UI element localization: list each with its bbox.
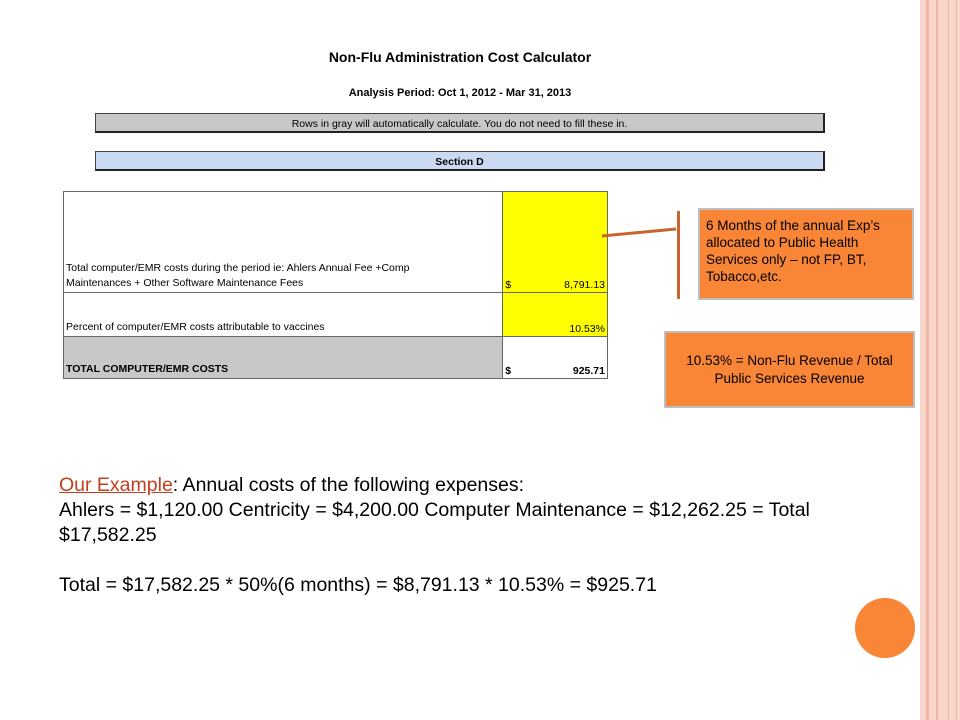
percent-cell[interactable] bbox=[503, 293, 608, 337]
row-label-line: Total computer/EMR costs during the period ie: Ahlers Annual Fee +Comp bbox=[66, 262, 410, 274]
total-cell bbox=[503, 337, 608, 379]
allocation-callout: 6 Months of the annual Exp’s allocated to Public Health Services only – not FP, BT, Tobacco,etc. bbox=[698, 208, 914, 300]
decorative-stripe-line bbox=[956, 0, 957, 720]
row-label: TOTAL COMPUTER/EMR COSTS bbox=[64, 337, 503, 379]
callout-bracket bbox=[677, 211, 680, 299]
decorative-stripe-line bbox=[936, 0, 938, 720]
total-value: 925.71 bbox=[572, 365, 605, 377]
currency-symbol: $ bbox=[505, 365, 512, 377]
computer-costs-value: 8,791.13 bbox=[564, 279, 605, 291]
example-text bbox=[59, 473, 889, 598]
example-lead: Our Example bbox=[59, 474, 173, 496]
revenue-callout: 10.53% = Non-Flu Revenue / Total Public Services Revenue bbox=[664, 331, 915, 408]
gray-rows-note: Rows in gray will automatically calculate. You do not need to fill these in. bbox=[95, 113, 825, 133]
example-lead-rest: : Annual costs of the following expenses: bbox=[172, 474, 525, 496]
decorative-stripe-line bbox=[948, 0, 949, 720]
decorative-stripe-line bbox=[926, 0, 929, 720]
row-label-line: Maintenances + Other Software Maintenance Fees bbox=[66, 277, 304, 289]
percent-value: 10.53% bbox=[569, 323, 605, 335]
example-line: Total = $17,582.25 * 50%(6 months) = $8,791.13 * 10.53% = $925.71 bbox=[59, 574, 657, 596]
row-label: Percent of computer/EMR costs attributable to vaccines bbox=[64, 293, 503, 337]
example-line bbox=[59, 473, 889, 498]
table-row bbox=[64, 337, 608, 379]
table-row bbox=[64, 293, 608, 337]
currency-symbol: $ bbox=[505, 279, 512, 291]
callout-connector-line bbox=[0, 0, 700, 260]
spacer bbox=[59, 548, 889, 573]
page-title: Non-Flu Administration Cost Calculator bbox=[328, 49, 592, 65]
analysis-period: Analysis Period: Oct 1, 2012 - Mar 31, 2013 bbox=[348, 87, 572, 99]
example-line: Ahlers = $1,120.00 Centricity = $4,200.00 Computer Maintenance = $12,262.25 = Total $17,582.25 bbox=[59, 499, 810, 546]
section-header: Section D bbox=[95, 151, 825, 171]
decorative-circle bbox=[855, 598, 915, 658]
